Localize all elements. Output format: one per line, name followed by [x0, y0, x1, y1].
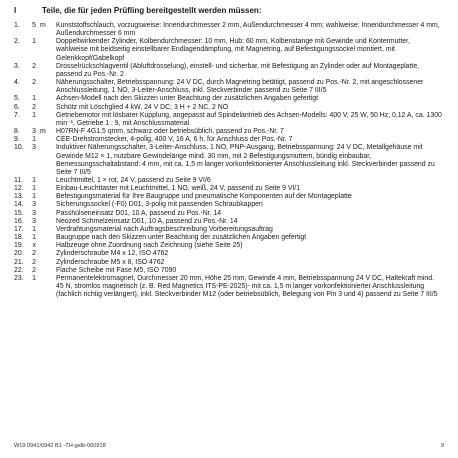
item-description: Doppeltwirkender Zylinder, Kolbendurchmesser: 10 mm, Hub: 60 mm, Kolbenstange mit Gewinde und Kontermutter, wahlweise mit beidseitig einstellbarer Endlagendämpfung, mit Magnetring, auf Befestigungssockel montiert, mit Gelenkkopf/Gabelkopf — [56, 38, 410, 62]
item-description: Schütz mit Löschglied 4 kW, 24 V DC; 3 H + 2 NC, 2 NO — [56, 103, 229, 111]
item-description: Induktiver Näherungsschalter, 3-Leiter-Anschluss, 1 NO, PNP-Ausgang, Betriebsspannung: 24 V DC, Metallgehäuse mit Gewinde M12 × 1, nutzbare Gewindelänge mind. 30 mm, mit 2 Befestigungsmuttern, bündig einbaubar, Bemessungsschaltabstand: 4 mm, mit ca. 1,5 m langer vorkonfektionierter Anschlussleitung inkl. Steckverbinder passend zu Seite 7 III/5 — [56, 144, 435, 176]
item-quantity: 2 — [32, 103, 36, 111]
list-item — [14, 242, 450, 250]
item-number: 6. — [14, 103, 20, 111]
section-title: Teile, die für jeden Prüfling bereitgestellt werden müssen: — [42, 6, 262, 15]
item-number: 13. — [14, 193, 24, 201]
item-description: Permanentelektromagnet, Durchmesser 20 mm, Höhe 25 mm, Gewinde 4 mm, Betriebsspannung 24 V DC, Haltekraft mind. 45 N, stromlos magnetisch (z. B. Red Magnetics ITS-PE-2025)- mit ca. 1,5 m langer vorkonfektionierter Anschlussleitung (fachlich richtig verlängert), inkl. Steckverbinder M12 (oder betriebsüblich, Belegung von Pin 3 und 4) passend zu Seite 7 III/5 — [56, 274, 438, 299]
parts-list — [14, 22, 450, 299]
item-description: Zylinderschraube M5 x 8, ISO 4762 — [56, 258, 165, 266]
item-quantity: 2 — [32, 258, 36, 266]
item-quantity: 2 — [32, 250, 36, 258]
item-number: 23. — [14, 274, 24, 282]
item-number: 19. — [14, 242, 24, 250]
list-item — [14, 234, 450, 242]
document-code: W19 0941/0942 B1 -TH-gelb-060918 — [14, 443, 106, 449]
item-description: Zylinderschraube M4 x 12, ISO 4762 — [56, 250, 169, 258]
item-unit: m — [40, 128, 46, 136]
item-number: 14. — [14, 201, 24, 209]
item-quantity: 1 — [32, 234, 36, 242]
item-description: Einbau-Leuchttaster mit Leuchtmittel, 1 NO, weiß, 24 V, passend zu Seite 9 VI/1 — [56, 185, 301, 193]
item-number: 18. — [14, 234, 24, 242]
item-number: 7. — [14, 111, 20, 119]
item-description: CEE-Drehstromstecker, 4-polig, 400 V, 16 A, 6 h, für Anschluss der Pos.-Nr. 7 — [56, 136, 293, 144]
list-item — [14, 210, 450, 218]
list-item — [14, 104, 450, 112]
item-quantity: 3 — [32, 209, 36, 217]
item-number: 1. — [14, 22, 20, 29]
item-number: 2. — [14, 38, 20, 46]
list-item — [14, 201, 450, 209]
item-quantity: 1 — [32, 111, 36, 119]
list-item — [14, 136, 450, 144]
list-item — [14, 185, 450, 193]
list-item — [14, 95, 450, 103]
item-quantity: x — [32, 242, 36, 250]
item-quantity: 1 — [32, 185, 36, 193]
item-quantity: 1 — [32, 95, 36, 103]
list-item — [14, 275, 450, 299]
item-number: 12. — [14, 185, 24, 193]
list-item — [14, 128, 450, 136]
item-description: Getriebemotor mit lösbarer Kupplung, angepasst auf Spindelantrieb des Achsen-Modells: 400 V, 25 W, 50 Hz, 0,12 A, ca. 1300 min⁻¹, Getriebe 1 : 9, mit Anschlussmaterial — [56, 111, 442, 127]
item-description: Halbzeuge ohne Zuordnung nach Zeichnung (siehe Seite 25) — [56, 242, 243, 250]
item-number: 3. — [14, 62, 20, 70]
list-item — [14, 177, 450, 185]
list-item — [14, 193, 450, 201]
item-description: Näherungsschalter, Betriebsspannung: 24 V DC, durch Magnetring betätigt, passend zu Pos.-Nr. 2, mit angeschlossener Anschlussleitung, 1 NO, 3-Leiter-Anschluss, inkl. Steckverbinder passend zu Seite 7 III/5 — [56, 79, 424, 95]
item-quantity: 2 — [32, 62, 36, 70]
list-item — [14, 250, 450, 258]
item-description: Drosselrückschlagventil (Abluftdrosselung), einstell- und sicherbar, mit Befestigung an Zylinder oder auf Montageplatte, passend zu Pos.-Nr. 2 — [56, 62, 420, 78]
item-description: Baugruppe nach den Skizzen unter Beachtung der zusätzlichen Angaben gefertigt — [56, 234, 307, 242]
item-unit: m — [40, 22, 46, 29]
list-item — [14, 218, 450, 226]
item-description: H07RN-F 4G1,5 qmm, schwarz oder betriebsüblich, passend zu Pos.-Nr. 7 — [56, 128, 284, 136]
item-quantity: 2 — [32, 266, 36, 274]
page-footer — [14, 443, 444, 449]
item-number: 17. — [14, 225, 24, 233]
item-description: Neozed Schmelzeinsatz D01, 10 A, passend zu Pos.-Nr. 14 — [56, 217, 238, 225]
item-number: 15. — [14, 209, 24, 217]
item-quantity: 3 — [32, 217, 36, 225]
list-item — [14, 38, 450, 62]
item-quantity: 1 — [32, 225, 36, 233]
item-description: Leuchtmittel, 1 × rot, 24 V, passend zu Seite 9 VI/6 — [56, 176, 211, 184]
item-number: 4. — [14, 79, 20, 87]
item-description: Verdrahtungsmaterial nach Auftragsbeschreibung Vorbereitungsauftrag — [56, 225, 273, 233]
list-item — [14, 79, 450, 95]
item-number: 21. — [14, 258, 24, 266]
list-item — [14, 226, 450, 234]
item-quantity: 1 — [32, 176, 36, 184]
item-description: Achsen-Modell nach den Skizzen unter Beachtung der zusätzlichen Angaben gefertigt — [56, 95, 319, 103]
item-quantity: 2 — [32, 79, 36, 87]
item-description: Befestigungsmaterial für Ihre Baugruppe und pneumatische Komponenten auf der Montageplatte — [56, 193, 352, 201]
item-quantity: 1 — [32, 38, 36, 46]
item-number: 16. — [14, 217, 24, 225]
item-description: Passhülseneinsatz D01, 10 A, passend zu Pos.-Nr. 14 — [56, 209, 222, 217]
list-item — [14, 259, 450, 267]
section-number: I — [14, 6, 17, 15]
item-number: 5. — [14, 95, 20, 103]
item-description: Sicherungssockel (-F0) D01, 3-polig mit passenden Schraubkappen — [56, 201, 263, 209]
item-quantity: 3 — [32, 128, 36, 136]
item-quantity: 3 — [32, 144, 36, 152]
list-item — [14, 22, 450, 38]
item-quantity: 1 — [32, 193, 36, 201]
list-item — [14, 144, 450, 177]
list-item — [14, 63, 450, 79]
item-quantity: 1 — [32, 274, 36, 282]
item-number: 22. — [14, 266, 24, 274]
list-item — [14, 267, 450, 275]
item-quantity: 3 — [32, 201, 36, 209]
item-description: Kunststoffschlauch, vorzugsweise: Innendurchmesser 2 mm, Außendurchmesser 4 mm; wahlweise: Innendurchmesser 4 mm, Außendurchmesser 6 mm — [56, 22, 440, 38]
item-number: 8. — [14, 128, 20, 136]
item-number: 20. — [14, 250, 24, 258]
item-number: 10. — [14, 144, 24, 152]
item-description: Flache Scheibe mit Fase M5, ISO 7090 — [56, 266, 177, 274]
page-number: 9 — [440, 443, 444, 449]
item-quantity: 1 — [32, 136, 36, 144]
item-number: 11. — [14, 176, 24, 184]
list-item — [14, 112, 450, 128]
item-quantity: 5 — [32, 22, 36, 29]
item-number: 9. — [14, 136, 20, 144]
